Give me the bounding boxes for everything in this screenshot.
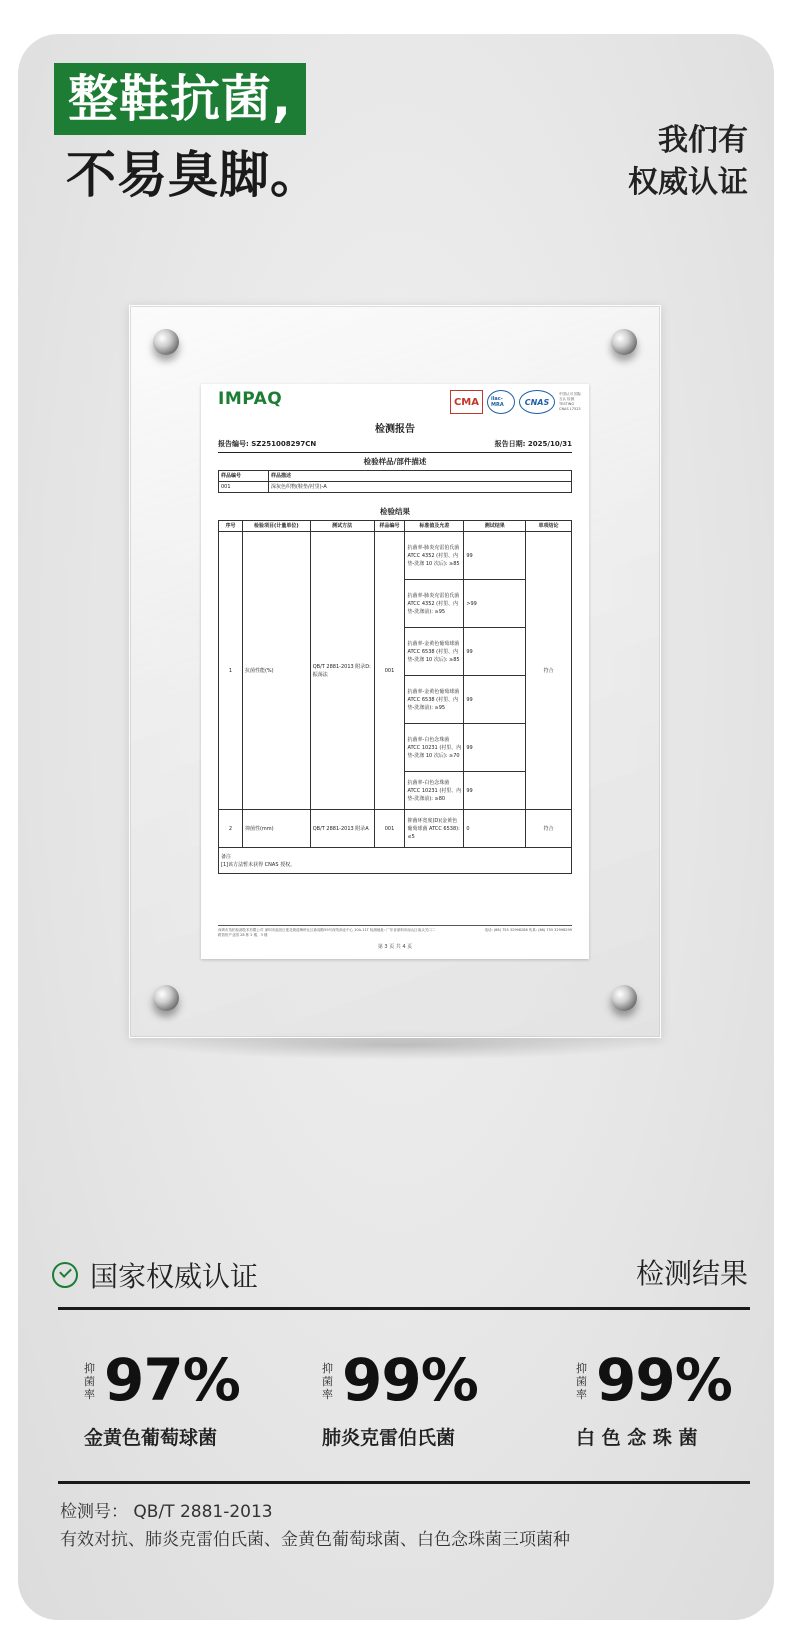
table-cell: 001 (374, 810, 405, 848)
table-cell: 001 (374, 532, 405, 810)
table-cell: 抗菌率-肺炎克雷伯氏菌 ATCC 4352 (衬里、内垫-洗涤前): ≥95 (405, 580, 464, 628)
footer-address: 深圳市英柏检测技术有限公司 深圳市福田区莲花街道梅岭社区新闻路59号深茂商业中心 10A-11T 检测地址: 广东省深圳市南山区南头关口二路智恒产业园 28 栋 2 楼、3 楼 (218, 928, 436, 937)
divider (58, 1481, 750, 1484)
stat-name: 白 色 念 珠 菌 (576, 1427, 698, 1449)
ilac-mra-mark-icon: ilac-MRA (487, 390, 515, 414)
table-row (219, 848, 572, 874)
table-row (219, 810, 572, 848)
standard-description: 有效对抗、肺炎克雷伯氏菌、金黄色葡萄球菌、白色念珠菌三项菌种 (60, 1530, 570, 1550)
table-cell: 2 (219, 810, 243, 848)
cma-mark-icon: CMA (450, 390, 483, 414)
table-header: 检验项目(计量单位) (242, 521, 310, 532)
table-cell: 抗菌率-金黄色葡萄球菌 ATCC 6538 (衬里、内垫-洗涤前): ≥95 (405, 676, 464, 724)
screw-icon (611, 985, 637, 1011)
report-title: 检测报告 (375, 424, 415, 435)
table-header: 标准值及允差 (405, 521, 464, 532)
table-cell: 抑菌环宽度(D)(金黄色葡萄球菌 ATCC 6538): ≤5 (405, 810, 464, 848)
page-number: 第 3 页 共 4 页 (377, 944, 413, 950)
table-header: 测试结果 (464, 521, 526, 532)
national-certification (52, 1255, 258, 1295)
screw-icon (153, 329, 179, 355)
authority-tag (628, 120, 748, 204)
authority-tag-line2: 权威认证 (628, 165, 748, 200)
stat-value: 99% (596, 1346, 732, 1414)
table-header: 样品编号 (374, 521, 405, 532)
table-cell: 符合 (526, 532, 572, 810)
table-cell: 抗菌率-白色念珠菌 ATCC 10231 (衬里、内垫-洗涤前): ≥80 (405, 772, 464, 810)
footer-contact: 电话: (86) 755 32998288 传真: (86) 755 32998299 (484, 928, 572, 932)
sample-section-title: 检验样品/部件描述 (363, 457, 427, 466)
test-report-document (201, 384, 589, 959)
standard-info (60, 1498, 570, 1554)
screw-icon (153, 985, 179, 1011)
headline-highlight: 整鞋抗菌, (54, 63, 306, 135)
table-cell: 99 (464, 724, 526, 772)
divider (58, 1307, 750, 1310)
table-cell: >99 (464, 580, 526, 628)
standard-number: 检测号： QB/T 2881-2013 (60, 1502, 273, 1522)
stat-name: 肺炎克雷伯氏菌 (322, 1427, 456, 1449)
table-cell: 99 (464, 532, 526, 580)
note-text: [1]该方法暂未获得 CNAS 授权。 (221, 861, 296, 868)
table-cell: QB/T 2881-2013 附录D: 振荡法 (310, 532, 374, 810)
certification-marks (450, 390, 583, 414)
screw-icon (611, 329, 637, 355)
cnas-mark-icon: CNAS (519, 390, 555, 414)
table-cell: 抗菌性能(%) (242, 532, 310, 810)
table-header: 样品编号 (219, 471, 269, 482)
table-header: 样品描述 (269, 471, 572, 482)
stat-small-label: 抑菌率 (322, 1362, 333, 1401)
table-cell: 99 (464, 628, 526, 676)
cert-note: 中国认可 国际互认 检测 TESTING CNAS L7523 (559, 392, 582, 411)
impaq-logo: IMPAQ (218, 389, 283, 409)
test-result-label: 检测结果 (635, 1257, 748, 1290)
table-row (219, 482, 572, 493)
table-cell: QB/T 2881-2013 附录A (310, 810, 374, 848)
sample-table (218, 470, 572, 493)
table-cell: 抗菌率-肺炎克雷伯氏菌 ATCC 4352 (衬里、内垫-洗涤 10 次后): ≥85 (405, 532, 464, 580)
table-header: 测试方法 (310, 521, 374, 532)
table-cell: 抗菌率-金黄色葡萄球菌 ATCC 6538 (衬里、内垫-洗涤 10 次后): ≥85 (405, 628, 464, 676)
result-table (218, 520, 572, 874)
report-footer (218, 925, 572, 938)
headline-subtitle: 不易臭脚。 (66, 146, 321, 204)
table-cell: 抑菌性(mm) (242, 810, 310, 848)
table-cell: 99 (464, 676, 526, 724)
note-label: 备注 (221, 853, 232, 860)
stat-name: 金黄色葡萄球菌 (84, 1427, 218, 1449)
table-row (219, 471, 572, 482)
table-row (219, 532, 572, 580)
table-cell: 深灰色织物(鞋垫/衬里)-A (269, 482, 572, 493)
report-meta (218, 439, 572, 453)
authority-tag-line1: 我们有 (658, 123, 748, 158)
table-cell: 0 (464, 810, 526, 848)
table-cell: 1 (219, 532, 243, 810)
stat-value: 99% (342, 1346, 478, 1414)
table-cell: 符合 (526, 810, 572, 848)
report-date: 报告日期: 2025/10/31 (494, 440, 572, 448)
table-cell: 001 (219, 482, 269, 493)
certification-label: 国家权威认证 (90, 1260, 259, 1293)
table-note-cell (219, 848, 572, 874)
stat-small-label: 抑菌率 (576, 1362, 587, 1401)
table-cell: 99 (464, 772, 526, 810)
table-header: 序号 (219, 521, 243, 532)
table-header: 单项结论 (526, 521, 572, 532)
table-row (219, 521, 572, 532)
table-cell: 抗菌率-白色念珠菌 ATCC 10231 (衬里、内垫-洗涤 10 次后): ≥70 (405, 724, 464, 772)
stat-small-label: 抑菌率 (84, 1362, 95, 1401)
report-number: 报告编号: SZ251008297CN (218, 440, 317, 448)
check-circle-icon (52, 1262, 78, 1288)
stat-value: 97% (104, 1346, 240, 1414)
result-section-title: 检验结果 (380, 507, 410, 516)
